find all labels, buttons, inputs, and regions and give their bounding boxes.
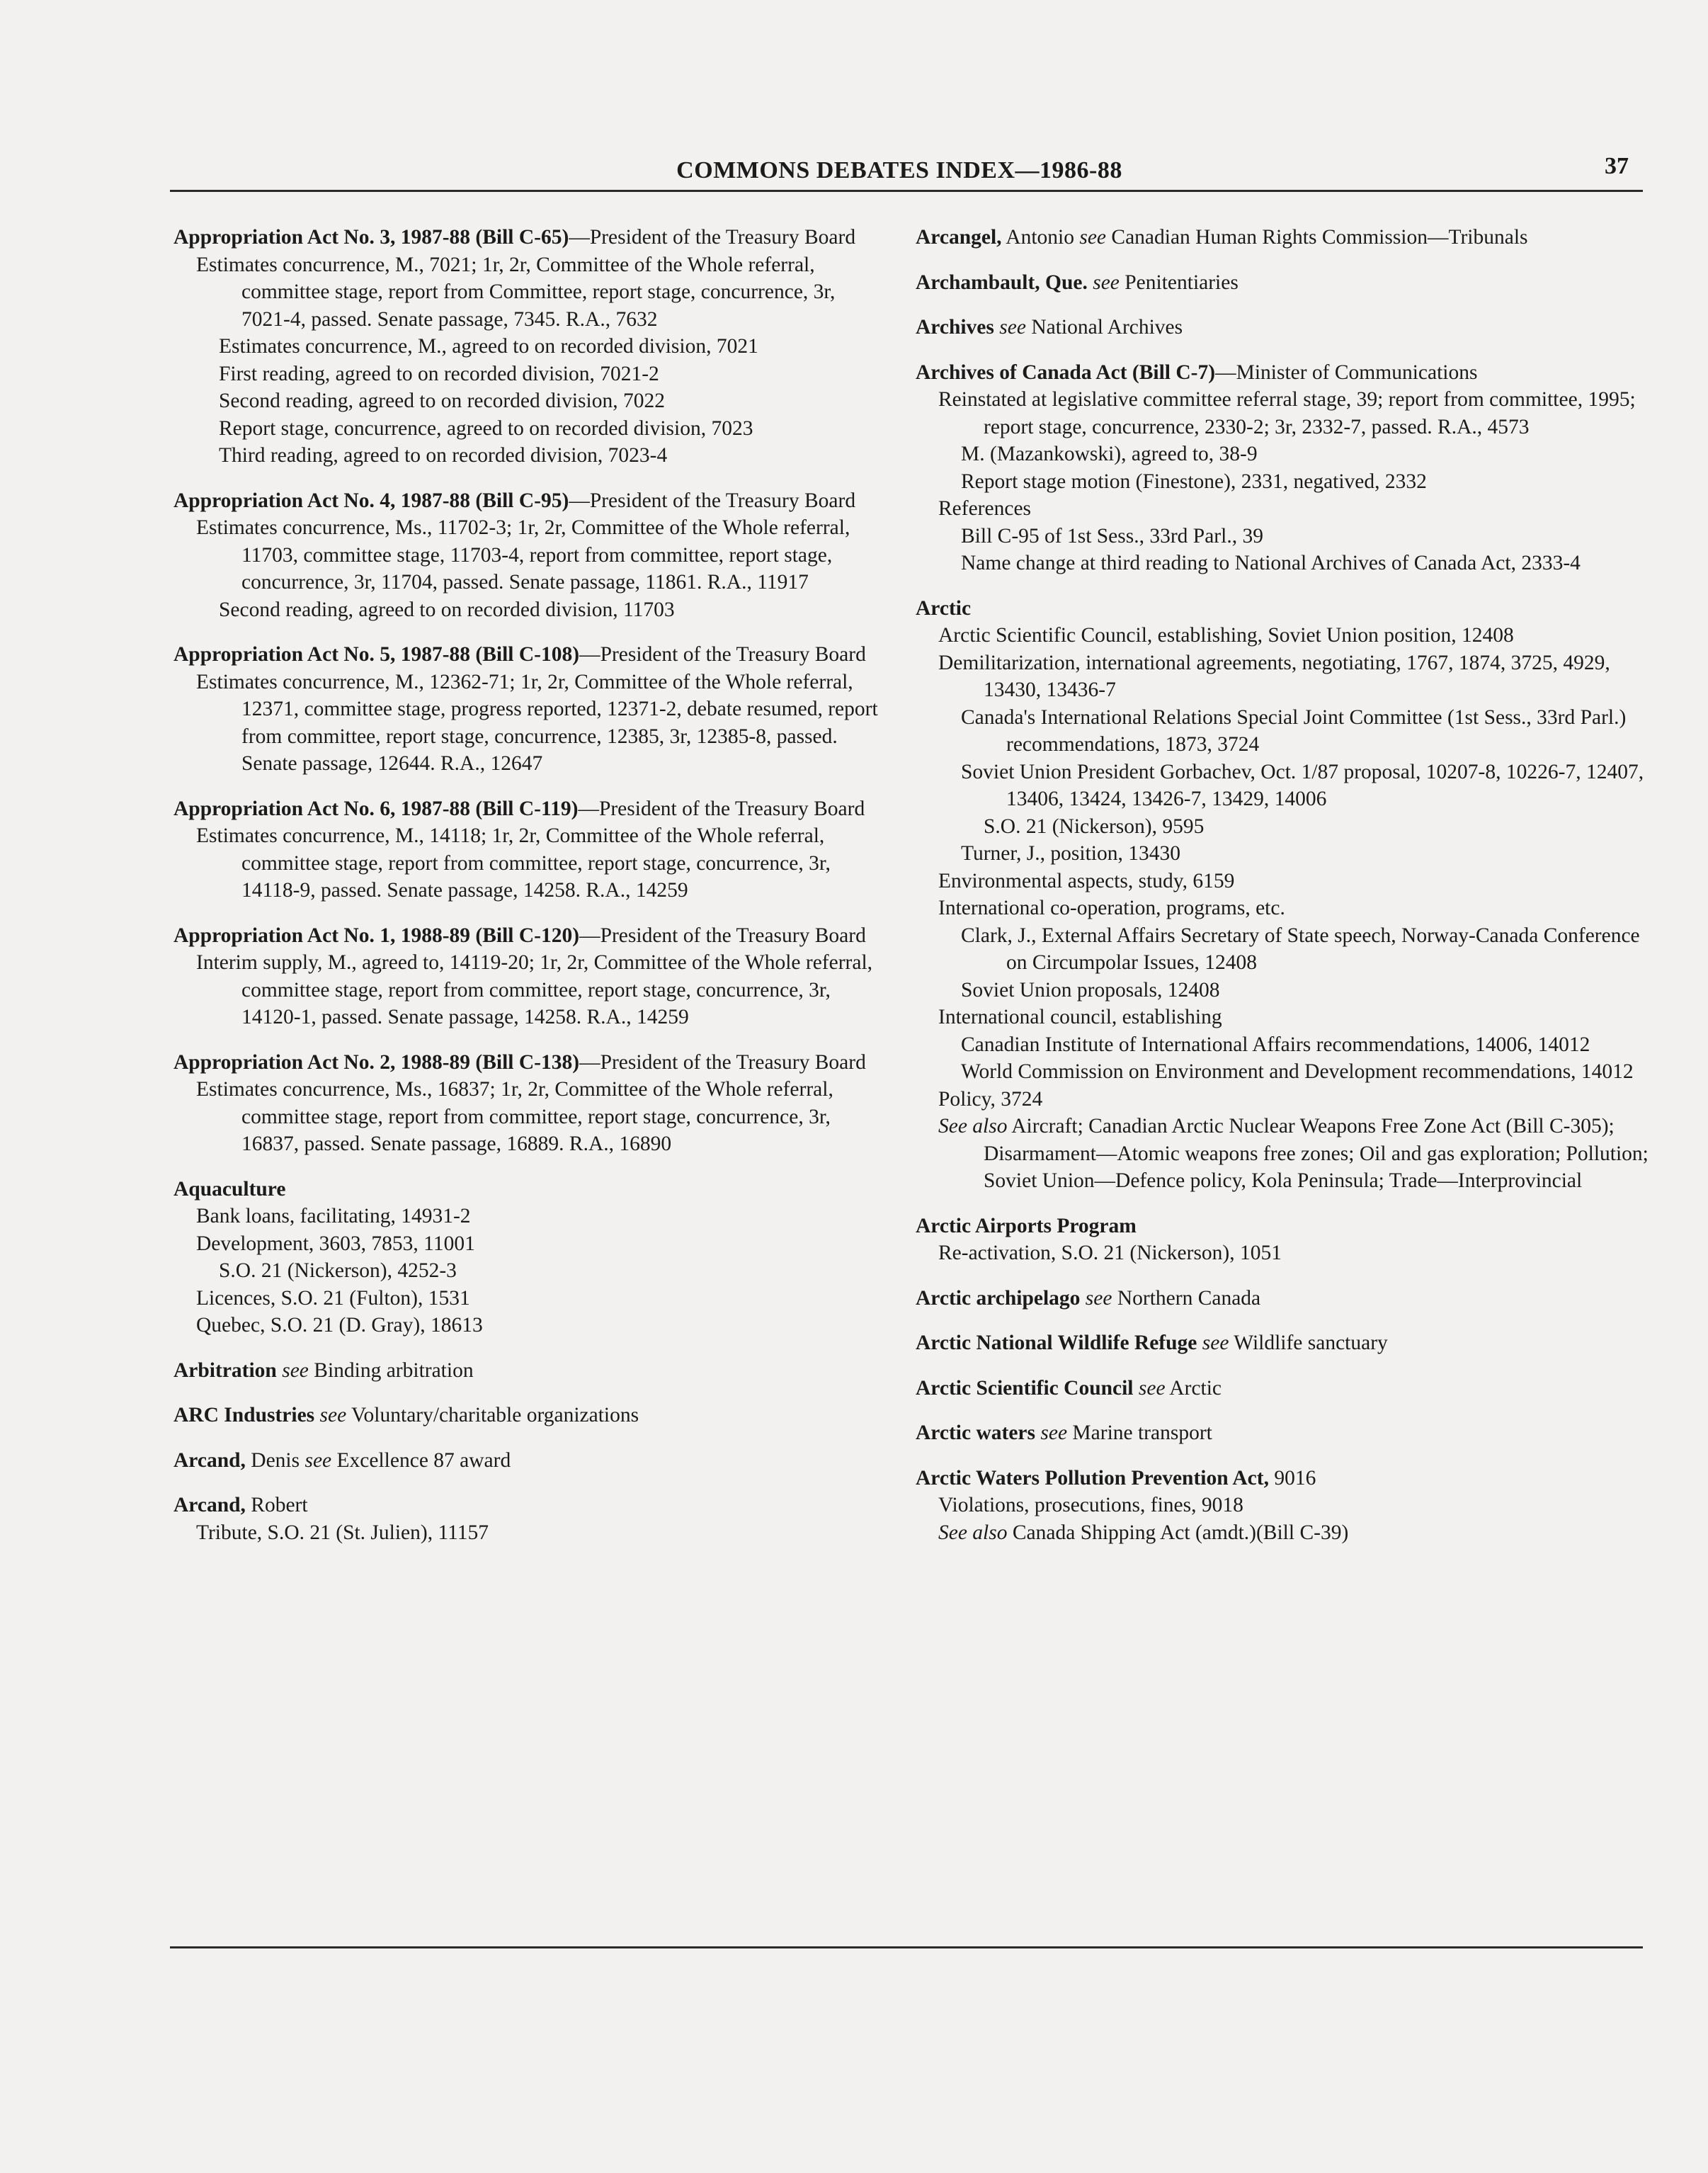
subentry bbox=[196, 251, 882, 334]
subentry-text: Quebec, S.O. 21 (D. Gray), 18613 bbox=[196, 1314, 483, 1337]
see-reference-label: see bbox=[1074, 226, 1107, 249]
entry-heading bbox=[173, 922, 882, 950]
entry-term: Aquaculture bbox=[173, 1177, 286, 1201]
subentry bbox=[961, 468, 1652, 496]
subentry-text: Estimates concurrence, Ms., 16837; 1r, 2r, Committee of the Whole referral, committee stage, report from committee, report stage, concurrence, 3r, 16837, passed. Senate passage, 16889. R.A., 16890 bbox=[196, 1078, 833, 1155]
index-entry bbox=[916, 269, 1652, 297]
index-entry bbox=[173, 1049, 882, 1158]
subentry bbox=[938, 1492, 1652, 1519]
entry-term: Appropriation Act No. 3, 1987-88 (Bill C-65) bbox=[173, 226, 569, 249]
cross-reference-target: Voluntary/charitable organizations bbox=[346, 1404, 639, 1426]
entry-heading bbox=[173, 795, 882, 823]
see-reference-label: see bbox=[300, 1448, 332, 1472]
entry-term: ARC Industries bbox=[173, 1404, 315, 1426]
subentry bbox=[938, 1519, 1652, 1547]
subentry-text: Soviet Union proposals, 12408 bbox=[961, 978, 1220, 1002]
subentry-text: Estimates concurrence, M., 7021; 1r, 2r, Committee of the Whole referral, committee stage, report from Committee, report stage, concurrence, 3r, 7021-4, passed. Senate passage, 7345. R.A., 7632 bbox=[196, 253, 836, 331]
entry-term: Arctic archipelago bbox=[916, 1286, 1081, 1310]
subentry bbox=[219, 596, 882, 624]
entry-heading bbox=[916, 1419, 1652, 1447]
subentry-text: Canada's International Relations Special Joint Committee (1st Sess., 33rd Parl.) recommendations, 1873, 3724 bbox=[961, 705, 1627, 756]
entry-heading bbox=[173, 641, 882, 669]
subentry bbox=[938, 649, 1652, 704]
subentry-text: Canada Shipping Act (amdt.)(Bill C-39) bbox=[1007, 1521, 1349, 1544]
subentry bbox=[196, 1519, 882, 1547]
entry-qualifier: 9016 bbox=[1268, 1466, 1316, 1490]
entry-term: Arctic waters bbox=[916, 1422, 1035, 1444]
index-entry bbox=[173, 1492, 882, 1546]
subentry-text: Licences, S.O. 21 (Fulton), 1531 bbox=[196, 1286, 470, 1310]
see-reference-label: see bbox=[1035, 1422, 1068, 1444]
subentry-text: Estimates concurrence, M., 14118; 1r, 2r, Committee of the Whole referral, committee stage, report from committee, report stage, concurrence, 3r, 14118-9, passed. Senate passage, 14258. R.A., 14259 bbox=[196, 824, 831, 902]
subentry bbox=[196, 1285, 882, 1312]
subentry bbox=[196, 1203, 882, 1230]
subentry-text: S.O. 21 (Nickerson), 4252-3 bbox=[219, 1259, 457, 1282]
index-entry bbox=[173, 1176, 882, 1339]
subentry bbox=[938, 495, 1652, 523]
subentry bbox=[196, 1230, 882, 1258]
page-number: 37 bbox=[1605, 153, 1629, 179]
subentry-text: Turner, J., position, 13430 bbox=[961, 842, 1180, 865]
see-reference-label: see bbox=[314, 1404, 347, 1426]
index-entry bbox=[916, 224, 1652, 251]
subentry bbox=[961, 523, 1652, 550]
see-also-label: See also bbox=[938, 1521, 1008, 1544]
subentry-text: Canadian Institute of International Affairs recommendations, 14006, 14012 bbox=[961, 1033, 1590, 1056]
cross-reference-target: Penitentiaries bbox=[1119, 271, 1239, 294]
subentry-text: Second reading, agreed to on recorded division, 11703 bbox=[219, 598, 675, 621]
subentry bbox=[219, 442, 882, 470]
index-entry bbox=[916, 1213, 1652, 1267]
entry-term: Appropriation Act No. 4, 1987-88 (Bill C-95) bbox=[173, 489, 569, 512]
index-entry bbox=[916, 1465, 1652, 1547]
page-header bbox=[170, 150, 1629, 191]
entry-heading bbox=[916, 359, 1652, 387]
entry-term: Appropriation Act No. 6, 1987-88 (Bill C-119) bbox=[173, 797, 579, 820]
cross-reference-target: Arctic bbox=[1165, 1376, 1222, 1400]
cross-reference-target: Marine transport bbox=[1067, 1422, 1212, 1444]
see-also-label: See also bbox=[938, 1115, 1008, 1137]
subentry bbox=[196, 1076, 882, 1158]
entry-qualifier: Robert bbox=[245, 1494, 308, 1516]
index-entry bbox=[173, 795, 882, 904]
subentry-text: Aircraft; Canadian Arctic Nuclear Weapons Free Zone Act (Bill C-305); Disarmament—Atomic weapons free zones; Oil and gas exploration; Pollution; Soviet Union—Defence policy, Kola Peninsula; Trade—Interprovincial bbox=[984, 1115, 1649, 1192]
entry-heading bbox=[173, 1447, 882, 1475]
subentry bbox=[938, 1004, 1652, 1031]
entry-heading bbox=[916, 1465, 1652, 1492]
entry-heading bbox=[916, 1213, 1652, 1240]
subentry bbox=[196, 1312, 882, 1339]
entry-term: Arcand, bbox=[173, 1448, 246, 1472]
entry-term: Arbitration bbox=[173, 1358, 277, 1382]
subentry-text: Reinstated at legislative committee referral stage, 39; report from committee, 1995; report stage, concurrence, 2330-2; 3r, 2332-7, passed. R.A., 4573 bbox=[938, 388, 1636, 438]
subentry-text: References bbox=[938, 497, 1032, 520]
entry-term: Appropriation Act No. 1, 1988-89 (Bill C-120) bbox=[173, 924, 580, 947]
entry-qualifier: —President of the Treasury Board bbox=[579, 643, 866, 666]
entry-heading bbox=[173, 1402, 882, 1429]
index-entry bbox=[173, 487, 882, 624]
subentry bbox=[938, 622, 1652, 649]
index-entry bbox=[916, 1375, 1652, 1402]
subentry-text: Second reading, agreed to on recorded division, 7022 bbox=[219, 390, 665, 412]
see-reference-label: see bbox=[994, 316, 1026, 339]
entry-qualifier: Antonio bbox=[1001, 226, 1074, 249]
subentry-text: S.O. 21 (Nickerson), 9595 bbox=[984, 815, 1205, 838]
subentry-text: Tribute, S.O. 21 (St. Julien), 11157 bbox=[196, 1521, 489, 1544]
running-title: COMMONS DEBATES INDEX—1986-88 bbox=[676, 157, 1122, 183]
subentry-text: Estimates concurrence, M., agreed to on recorded division, 7021 bbox=[219, 335, 758, 358]
index-entry bbox=[916, 1419, 1652, 1447]
entry-heading bbox=[173, 1176, 882, 1203]
entry-qualifier: Denis bbox=[245, 1448, 300, 1472]
subentry-text: International co-operation, programs, etc. bbox=[938, 897, 1285, 919]
subentry-text: M. (Mazankowski), agreed to, 38-9 bbox=[961, 443, 1258, 465]
subentry-text: Arctic Scientific Council, establishing, Soviet Union position, 12408 bbox=[938, 624, 1514, 647]
subentry bbox=[961, 550, 1652, 577]
entry-term: Arctic National Wildlife Refuge bbox=[916, 1332, 1197, 1354]
index-entry bbox=[173, 1357, 882, 1385]
subentry-text: Bill C-95 of 1st Sess., 33rd Parl., 39 bbox=[961, 524, 1263, 547]
index-entry bbox=[916, 595, 1652, 1195]
subentry-text: Name change at third reading to National Archives of Canada Act, 2333-4 bbox=[961, 552, 1581, 574]
subentry bbox=[219, 387, 882, 415]
entry-heading bbox=[916, 1329, 1652, 1357]
entry-heading bbox=[916, 1375, 1652, 1402]
entry-term: Arctic Waters Pollution Prevention Act, bbox=[916, 1466, 1269, 1490]
see-reference-label: see bbox=[1197, 1332, 1229, 1354]
subentry-text: Bank loans, facilitating, 14931-2 bbox=[196, 1205, 471, 1227]
subentry bbox=[219, 361, 882, 388]
index-entry bbox=[173, 1402, 882, 1429]
subentry bbox=[984, 813, 1652, 841]
subentry-text: Demilitarization, international agreements, negotiating, 1767, 1874, 3725, 4929, 13430, 13436-7 bbox=[938, 651, 1610, 701]
entry-term: Arcangel, bbox=[916, 226, 1002, 249]
subentry bbox=[961, 759, 1652, 813]
subentry bbox=[961, 977, 1652, 1004]
subentry bbox=[938, 386, 1652, 441]
entry-heading bbox=[173, 224, 882, 251]
entry-term: Archives of Canada Act (Bill C-7) bbox=[916, 361, 1216, 384]
cross-reference-target: Binding arbitration bbox=[308, 1358, 474, 1382]
subentry bbox=[938, 1239, 1652, 1267]
subentry-text: International council, establishing bbox=[938, 1006, 1222, 1028]
subentry bbox=[961, 922, 1652, 977]
subentry bbox=[938, 1086, 1652, 1113]
subentry-text: Interim supply, M., agreed to, 14119-20; 1r, 2r, Committee of the Whole referral, committee stage, report from committee, report stage, concurrence, 3r, 14120-1, passed. Senate passage, 14258. R.A., 14259 bbox=[196, 951, 873, 1028]
entry-heading bbox=[173, 1049, 882, 1077]
subentry bbox=[938, 895, 1652, 922]
subentry bbox=[961, 1058, 1652, 1086]
entry-term: Arctic Airports Program bbox=[916, 1214, 1137, 1237]
subentry-text: Re-activation, S.O. 21 (Nickerson), 1051 bbox=[938, 1242, 1282, 1264]
see-reference-label: see bbox=[1087, 271, 1120, 294]
subentry-text: Estimates concurrence, M., 12362-71; 1r, 2r, Committee of the Whole referral, 12371, committee stage, progress reported, 12371-2, debate resumed, report from committee, report stage, concurrence, 12385, 3r, 12385-8, passed. Senate passage, 12644. R.A., 12647 bbox=[196, 670, 878, 775]
index-entry bbox=[173, 922, 882, 1031]
subentry bbox=[961, 840, 1652, 868]
entry-qualifier: —President of the Treasury Board bbox=[569, 226, 856, 249]
entry-term: Arctic Scientific Council bbox=[916, 1376, 1134, 1400]
subentry-text: Environmental aspects, study, 6159 bbox=[938, 869, 1235, 892]
subentry bbox=[961, 1031, 1652, 1059]
cross-reference-target: Wildlife sanctuary bbox=[1229, 1332, 1388, 1354]
subentry-text: Development, 3603, 7853, 11001 bbox=[196, 1232, 475, 1255]
entry-heading bbox=[916, 269, 1652, 297]
entry-term: Arcand, bbox=[173, 1494, 246, 1516]
entry-heading bbox=[916, 224, 1652, 251]
subentry bbox=[961, 441, 1652, 468]
entry-heading bbox=[173, 487, 882, 515]
subentry-text: Violations, prosecutions, fines, 9018 bbox=[938, 1494, 1243, 1516]
entry-heading bbox=[173, 1357, 882, 1385]
right-column bbox=[916, 224, 1652, 1564]
subentry-text: Report stage motion (Finestone), 2331, negatived, 2332 bbox=[961, 470, 1427, 493]
index-entry bbox=[173, 224, 882, 470]
index-entry bbox=[916, 314, 1652, 341]
left-column bbox=[173, 224, 882, 1564]
index-entry bbox=[916, 359, 1652, 577]
entry-qualifier: —President of the Treasury Board bbox=[579, 924, 866, 947]
cross-reference-target: Canadian Human Rights Commission—Tribunals bbox=[1106, 226, 1528, 249]
entry-term: Appropriation Act No. 5, 1987-88 (Bill C-108) bbox=[173, 643, 580, 666]
entry-heading bbox=[173, 1492, 882, 1519]
index-entry bbox=[916, 1329, 1652, 1357]
entry-term: Archambault, Que. bbox=[916, 271, 1088, 294]
see-reference-label: see bbox=[1080, 1286, 1112, 1310]
header-rule bbox=[170, 190, 1643, 192]
subentry-text: Soviet Union President Gorbachev, Oct. 1/87 proposal, 10207-8, 10226-7, 12407, 13406, 13424, 13426-7, 13429, 14006 bbox=[961, 760, 1644, 810]
subentry bbox=[938, 1113, 1652, 1195]
subentry bbox=[938, 868, 1652, 895]
entry-term: Arctic bbox=[916, 596, 972, 620]
index-entry bbox=[916, 1285, 1652, 1312]
subentry bbox=[219, 333, 882, 361]
subentry-text: Clark, J., External Affairs Secretary of State speech, Norway-Canada Conference on Circumpolar Issues, 12408 bbox=[961, 924, 1640, 974]
cross-reference-target: National Archives bbox=[1025, 316, 1183, 339]
subentry-text: World Commission on Environment and Development recommendations, 14012 bbox=[961, 1060, 1634, 1083]
subentry bbox=[961, 704, 1652, 759]
entry-qualifier: —President of the Treasury Board bbox=[578, 797, 865, 820]
subentry-text: Report stage, concurrence, agreed to on recorded division, 7023 bbox=[219, 416, 753, 440]
subentry bbox=[219, 1257, 882, 1285]
subentry-text: Policy, 3724 bbox=[938, 1087, 1043, 1111]
see-reference-label: see bbox=[1133, 1376, 1166, 1400]
see-reference-label: see bbox=[276, 1358, 309, 1382]
subentry bbox=[196, 669, 882, 778]
entry-qualifier: —President of the Treasury Board bbox=[579, 1050, 866, 1074]
cross-reference-target: Northern Canada bbox=[1112, 1286, 1261, 1310]
subentry-text: Estimates concurrence, Ms., 11702-3; 1r, 2r, Committee of the Whole referral, 11703, committee stage, 11703-4, report from committee, report stage, concurrence, 3r, 11704, passed. Senate passage, 11861. R.A., 11917 bbox=[196, 516, 850, 594]
entry-heading bbox=[916, 314, 1652, 341]
subentry bbox=[196, 822, 882, 904]
entry-term: Appropriation Act No. 2, 1988-89 (Bill C-138) bbox=[173, 1050, 580, 1074]
index-entry bbox=[173, 1447, 882, 1475]
entry-heading bbox=[916, 595, 1652, 623]
subentry-text: First reading, agreed to on recorded division, 7021-2 bbox=[219, 362, 659, 385]
entry-term: Archives bbox=[916, 316, 994, 339]
subentry bbox=[196, 949, 882, 1031]
subentry bbox=[219, 415, 882, 443]
entry-qualifier: —Minister of Communications bbox=[1215, 361, 1478, 384]
footer-rule bbox=[170, 1946, 1643, 1948]
entry-heading bbox=[916, 1285, 1652, 1312]
subentry-text: Third reading, agreed to on recorded division, 7023-4 bbox=[219, 444, 668, 467]
cross-reference-target: Excellence 87 award bbox=[331, 1448, 511, 1472]
subentry bbox=[196, 514, 882, 596]
index-entry bbox=[173, 641, 882, 778]
entry-qualifier: —President of the Treasury Board bbox=[569, 489, 856, 512]
